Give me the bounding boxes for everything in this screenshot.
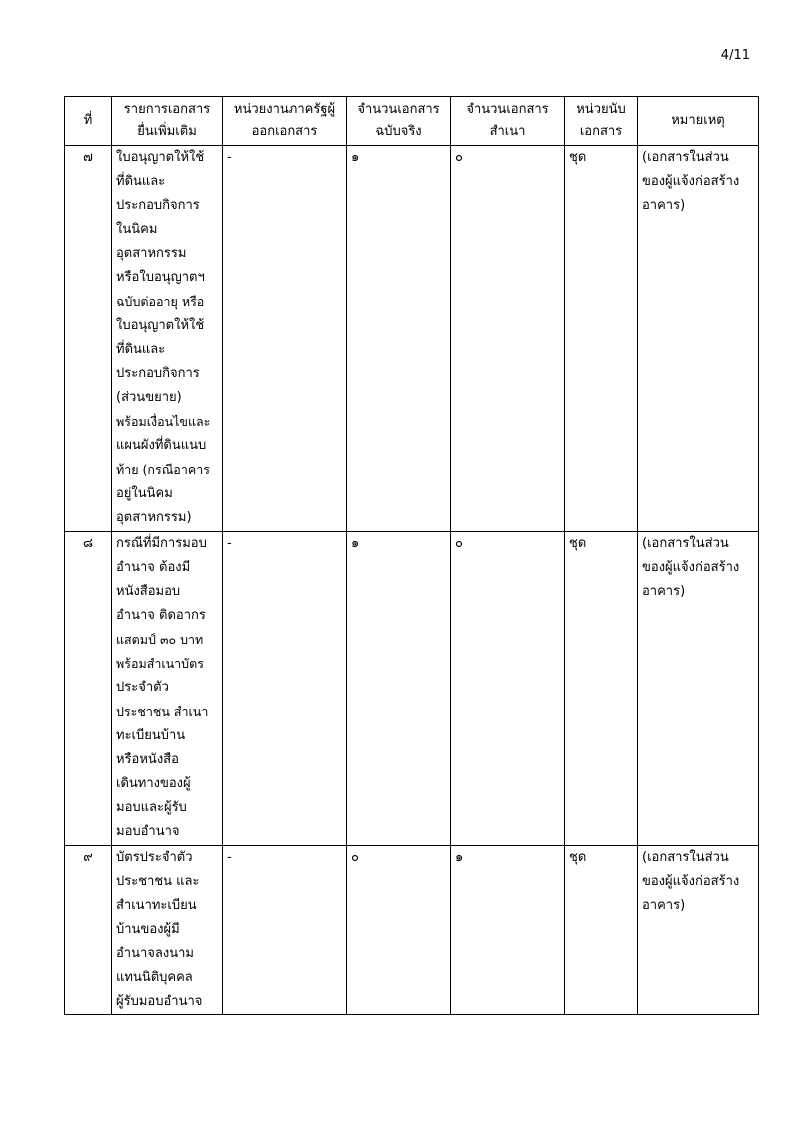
row-agency: - (223, 146, 347, 532)
page-number: 4/11 (720, 48, 750, 63)
row-copy-count: ๑ (451, 846, 565, 1015)
row-copy-count: ๐ (451, 532, 565, 846)
header-original-count: จำนวนเอกสาร ฉบับจริง (347, 97, 451, 146)
documents-table (64, 96, 759, 1015)
header-number: ที่ (65, 97, 112, 146)
row-number: ๙ (65, 846, 112, 1015)
table-row (65, 532, 759, 846)
row-number: ๗ (65, 146, 112, 532)
header-item: รายการเอกสาร ยื่นเพิ่มเติม (112, 97, 223, 146)
table-row (65, 846, 759, 1015)
header-copy-count: จำนวนเอกสาร สำเนา (451, 97, 565, 146)
row-unit: ชุด (565, 146, 638, 532)
row-item: ใบอนุญาตให้ใช้ ที่ดินและ ประกอบกิจการ ในนิคม อุตสาหกรรม หรือใบอนุญาตฯ ฉบับต่ออายุ หรือ ใบอนุญาตให้ใช้ ที่ดินและ ประกอบกิจการ (ส่วนขยาย) พร้อมเงื่อนไขและ แผนผังที่ดินแนบ ท้าย (กรณีอาคาร อยู่ในนิคม อุตสาหกรรม) (112, 146, 223, 532)
row-unit: ชุด (565, 846, 638, 1015)
header-agency: หน่วยงานภาครัฐผู้ ออกเอกสาร (223, 97, 347, 146)
header-remark: หมายเหตุ (638, 97, 759, 146)
row-number: ๘ (65, 532, 112, 846)
row-original-count: ๑ (347, 532, 451, 846)
table-header-row (65, 97, 759, 146)
row-original-count: ๐ (347, 846, 451, 1015)
row-remark: (เอกสารในส่วน ของผู้แจ้งก่อสร้าง อาคาร) (638, 846, 759, 1015)
row-agency: - (223, 846, 347, 1015)
row-unit: ชุด (565, 532, 638, 846)
row-copy-count: ๐ (451, 146, 565, 532)
row-item: กรณีที่มีการมอบ อำนาจ ต้องมี หนังสือมอบ อำนาจ ติดอากร แสตมป์ ๓๐ บาท พร้อมสำเนาบัตร ประจำตัว ประชาชน สำเนา ทะเบียนบ้าน หรือหนังสือ เดินทางของผู้ มอบและผู้รับ มอบอำนาจ (112, 532, 223, 846)
row-remark: (เอกสารในส่วน ของผู้แจ้งก่อสร้าง อาคาร) (638, 532, 759, 846)
row-remark: (เอกสารในส่วน ของผู้แจ้งก่อสร้าง อาคาร) (638, 146, 759, 532)
header-unit: หน่วยนับ เอกสาร (565, 97, 638, 146)
row-agency: - (223, 532, 347, 846)
row-item: บัตรประจำตัว ประชาชน และ สำเนาทะเบียน บ้านของผู้มี อำนาจลงนาม แทนนิติบุคคล ผู้รับมอบอำนาจ (112, 846, 223, 1015)
table-row (65, 146, 759, 532)
row-original-count: ๑ (347, 146, 451, 532)
